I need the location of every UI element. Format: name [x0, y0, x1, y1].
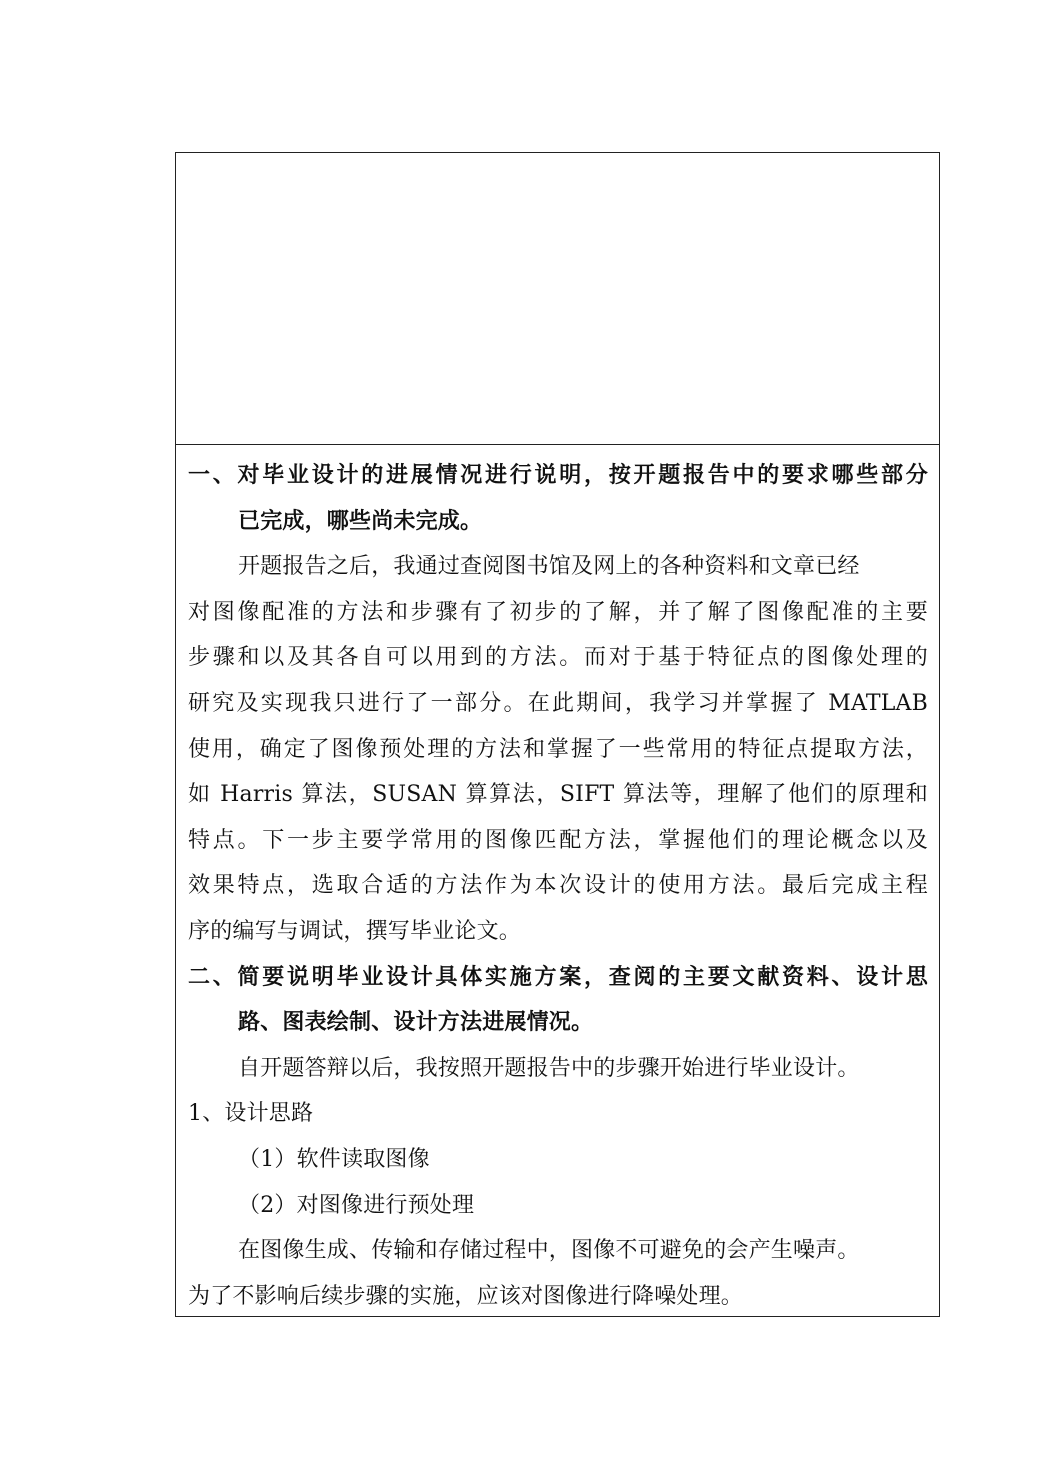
section1-heading-line1: 一、对毕业设计的进展情况进行说明，按开题报告中的要求哪些部分 [188, 463, 928, 488]
section2-heading-line1: 二、简要说明毕业设计具体实施方案，查阅的主要文献资料、设计思 [188, 964, 928, 990]
blank-top-cell [176, 153, 939, 445]
section2-body-line: 在图像生成、传输和存储过程中，图像不可避免的会产生噪声。 [238, 1238, 860, 1264]
subsection-title: 1、设计思路 [188, 1101, 314, 1127]
section1-paragraph-line: 如 Harris 算法，SUSAN 算算法，SIFT 算法等，理解了他们的原理和 [188, 782, 928, 808]
section1-paragraph-line: 研究及实现我只进行了一部分。在此期间，我学习并掌握了 MATLAB [188, 690, 928, 716]
section2-intro: 自开题答辩以后，我按照开题报告中的步骤开始进行毕业设计。 [238, 1055, 860, 1081]
section1-paragraph-line: 开题报告之后，我通过查阅图书馆及网上的各种资料和文章已经 [238, 554, 860, 580]
section1-paragraph-line: 步骤和以及其各自可以用到的方法。而对于基于特征点的图像处理的 [188, 645, 928, 671]
progress-content-cell [176, 445, 939, 1316]
section2-body-line: 为了不影响后续步骤的实施，应该对图像进行降噪处理。 [188, 1283, 744, 1309]
section1-paragraph-line: 序的编写与调试，撰写毕业论文。 [188, 918, 522, 944]
section1-paragraph-line: 对图像配准的方法和步骤有了初步的了解，并了解了图像配准的主要 [188, 599, 928, 625]
section1-heading-line2: 已完成，哪些尚未完成。 [238, 508, 483, 534]
design-step-1: （1）软件读取图像 [238, 1146, 430, 1172]
section1-paragraph-line: 特点。下一步主要学常用的图像匹配方法，掌握他们的理论概念以及 [188, 827, 928, 853]
design-step-2: （2）对图像进行预处理 [238, 1192, 475, 1218]
report-table [175, 152, 940, 1317]
section1-paragraph-line: 使用，确定了图像预处理的方法和掌握了一些常用的特征点提取方法， [188, 736, 928, 762]
section2-heading-line2: 路、图表绘制、设计方法进展情况。 [238, 1010, 594, 1036]
section1-paragraph-line: 效果特点，选取合适的方法作为本次设计的使用方法。最后完成主程 [188, 873, 928, 899]
